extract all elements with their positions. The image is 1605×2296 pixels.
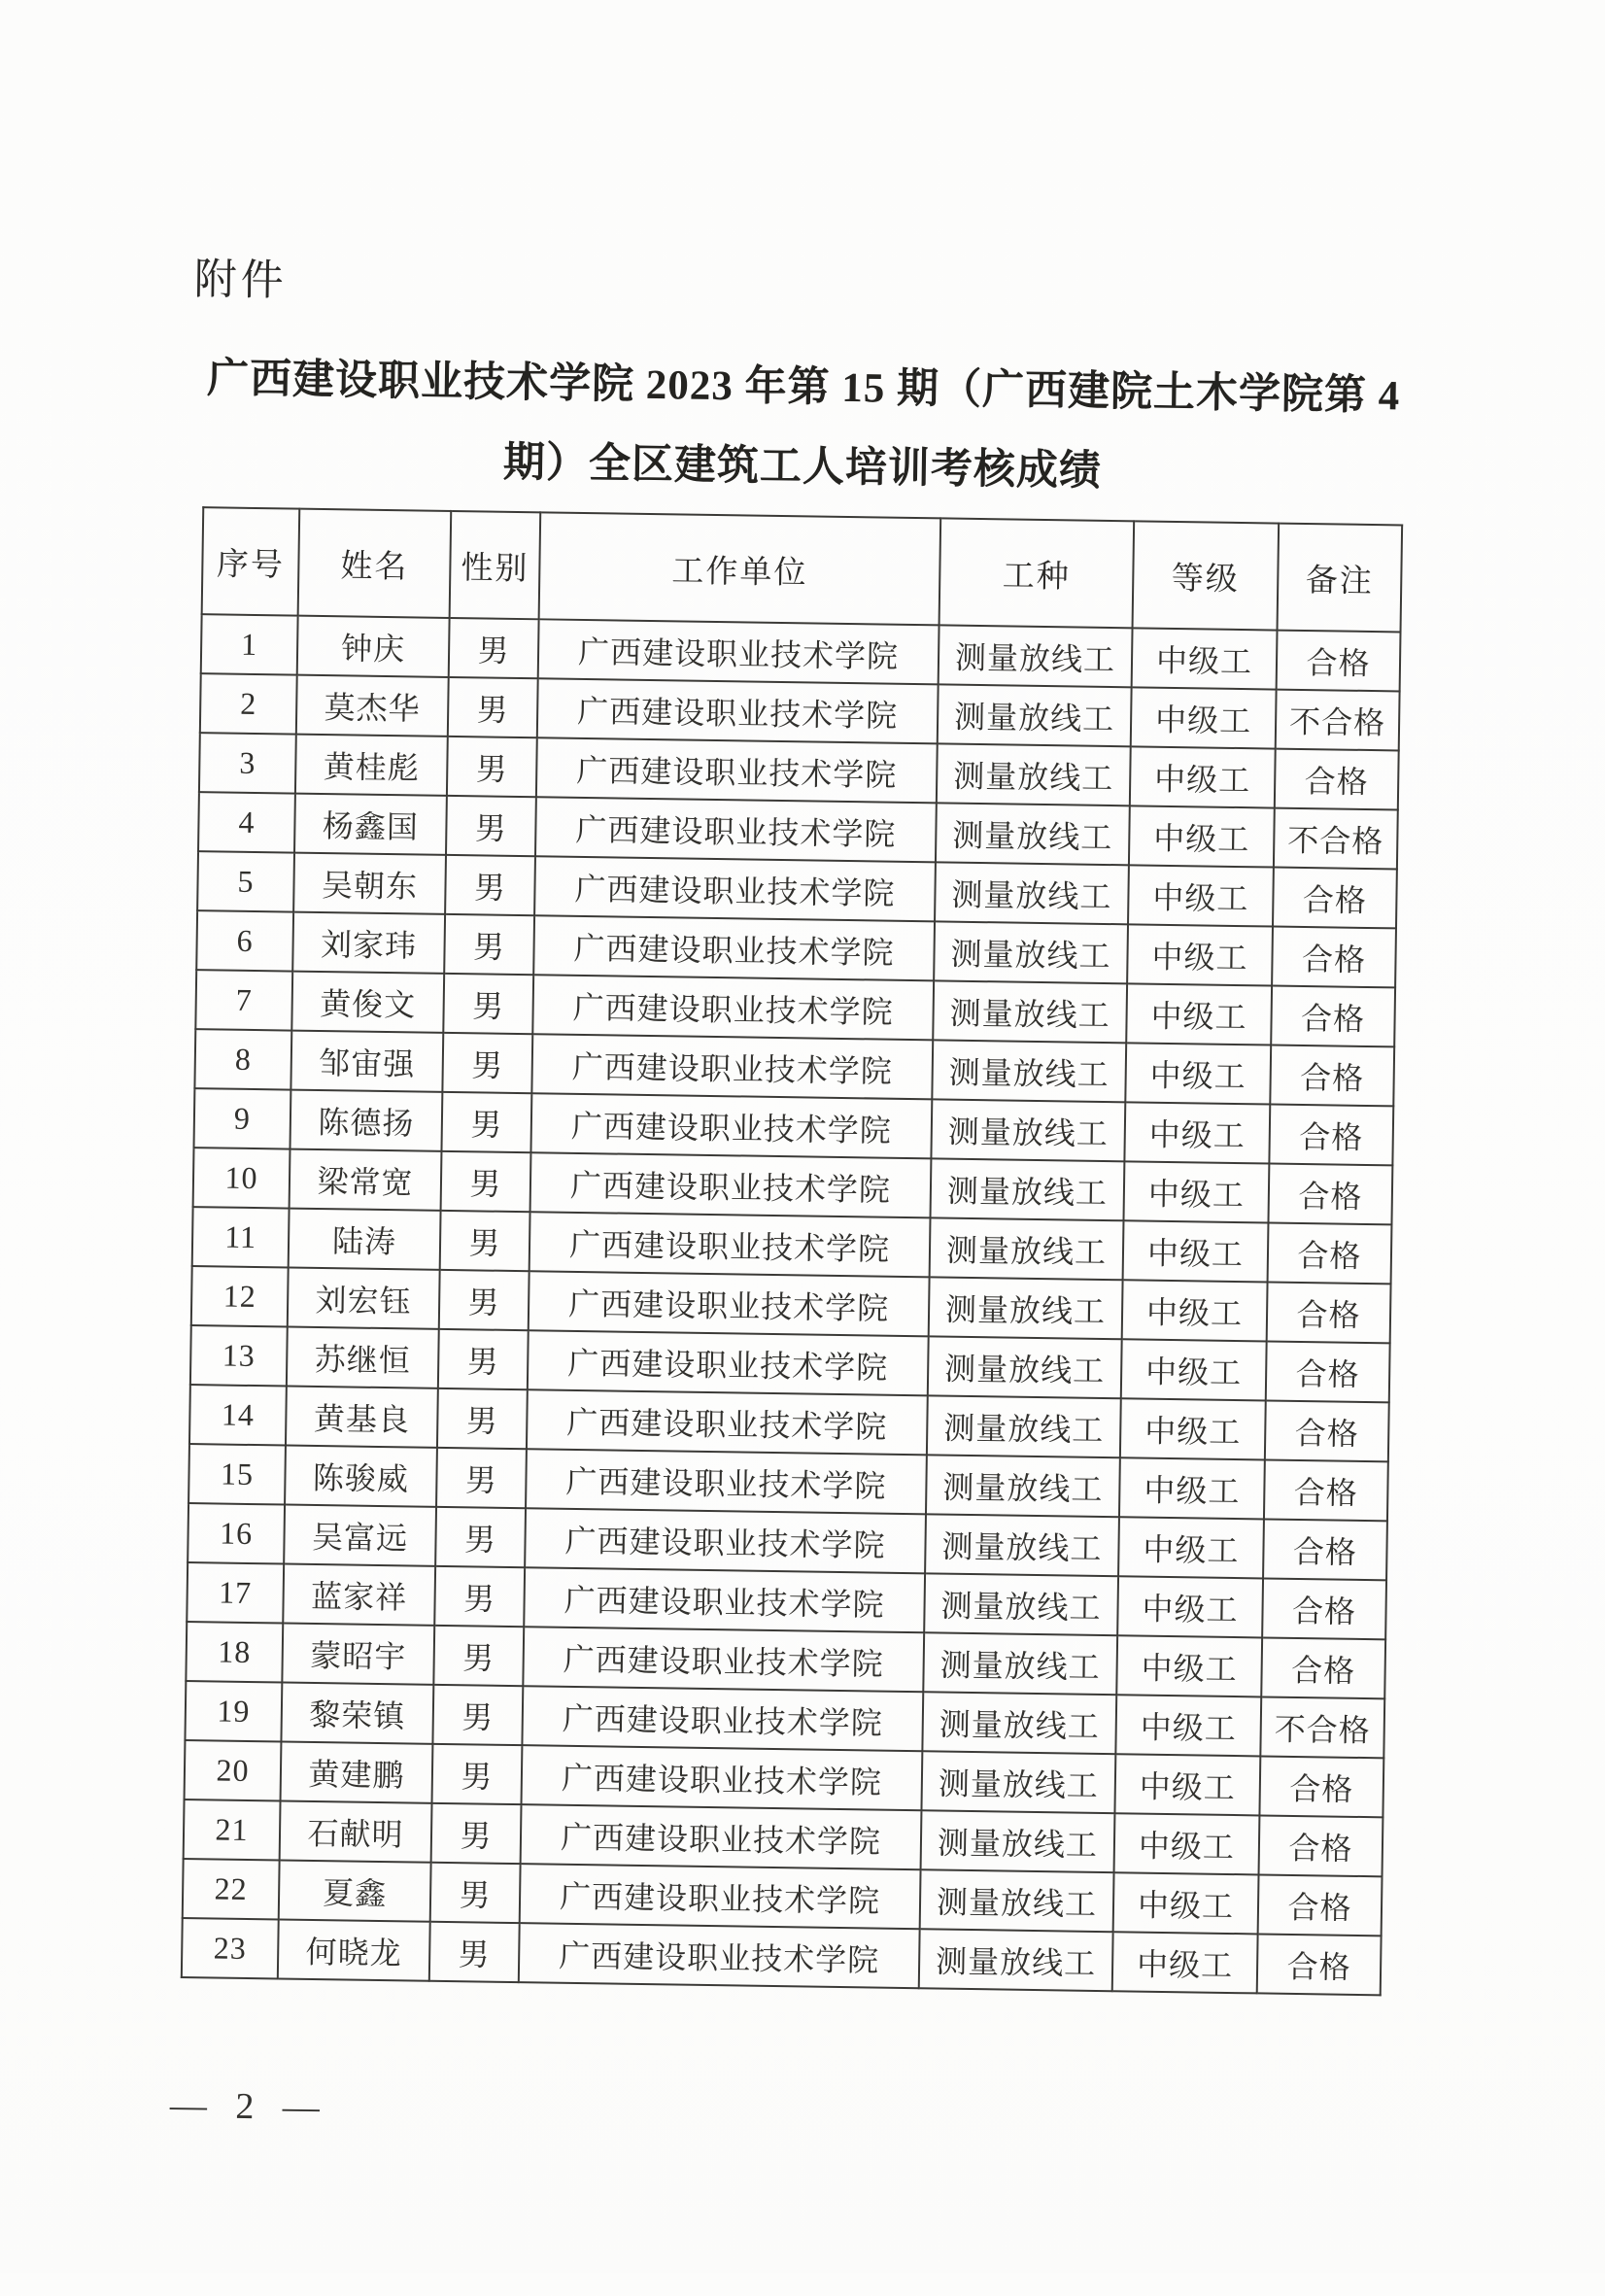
table-cell: 男 — [439, 1270, 529, 1330]
table-cell: 广西建设职业技术学院 — [529, 1271, 930, 1336]
attachment-label: 附件 — [193, 255, 289, 305]
table-cell: 合格 — [1270, 1045, 1394, 1107]
table-cell: 11 — [192, 1207, 290, 1267]
table-cell: 合格 — [1266, 1341, 1390, 1402]
table-cell: 杨鑫国 — [294, 794, 447, 855]
table-cell: 合格 — [1268, 1164, 1392, 1225]
table-cell: 陆涛 — [289, 1209, 441, 1270]
table-cell: 测量放线工 — [927, 1395, 1121, 1457]
table-cell: 中级工 — [1118, 1517, 1264, 1578]
table-cell: 蒙昭宇 — [282, 1624, 434, 1685]
table-cell: 广西建设职业技术学院 — [522, 1745, 923, 1810]
column-header: 备注 — [1278, 524, 1403, 633]
table-cell: 测量放线工 — [923, 1632, 1117, 1695]
table-cell: 合格 — [1273, 868, 1397, 929]
table-cell: 合格 — [1277, 631, 1401, 692]
table-cell: 5 — [197, 851, 294, 911]
table-cell: 吴朝东 — [293, 853, 446, 914]
results-table — [181, 506, 1403, 1996]
table-cell: 广西建设职业技术学院 — [535, 797, 937, 862]
page-number: — 2 — — [169, 2084, 330, 2129]
table-cell: 测量放线工 — [931, 1158, 1125, 1220]
table-cell: 黄建鹏 — [281, 1741, 433, 1802]
table-cell: 测量放线工 — [922, 1692, 1116, 1754]
table-cell: 中级工 — [1121, 1339, 1267, 1400]
table-cell: 蓝家祥 — [283, 1564, 435, 1626]
table-cell: 合格 — [1259, 1756, 1383, 1817]
table-cell: 陈德扬 — [290, 1090, 442, 1151]
table-cell: 合格 — [1271, 986, 1395, 1047]
table-cell: 广西建设职业技术学院 — [530, 1152, 932, 1217]
table-cell: 合格 — [1263, 1519, 1387, 1580]
table-cell: 中级工 — [1131, 687, 1277, 748]
table-cell: 合格 — [1267, 1282, 1391, 1343]
table-cell: 广西建设职业技术学院 — [521, 1804, 922, 1869]
table-cell: 中级工 — [1120, 1398, 1266, 1459]
table-cell: 21 — [184, 1799, 281, 1860]
table-cell: 中级工 — [1128, 865, 1274, 926]
table-body — [182, 614, 1401, 1995]
table-cell: 中级工 — [1125, 1043, 1271, 1104]
table-cell: 13 — [190, 1325, 288, 1386]
table-cell: 合格 — [1272, 927, 1396, 988]
table-cell: 中级工 — [1126, 983, 1272, 1045]
table-cell: 中级工 — [1113, 1872, 1259, 1934]
table-header-row — [202, 507, 1402, 632]
table-cell: 合格 — [1258, 1874, 1383, 1936]
table-cell: 男 — [440, 1211, 530, 1271]
table-cell: 男 — [432, 1685, 523, 1745]
table-cell: 中级工 — [1123, 1220, 1269, 1282]
table-cell: 男 — [446, 796, 536, 856]
table-cell: 广西建设职业技术学院 — [525, 1508, 926, 1573]
table-cell: 7 — [195, 970, 292, 1030]
table-cell: 中级工 — [1130, 746, 1276, 807]
table-cell: 广西建设职业技术学院 — [534, 856, 936, 921]
table-cell: 广西建设职业技术学院 — [522, 1686, 923, 1751]
table-cell: 何晓龙 — [278, 1919, 430, 1980]
table-cell: 测量放线工 — [924, 1573, 1118, 1635]
document-title-line-1: 广西建设职业技术学院 2023 年第 15 期（广西建院土木学院第 4 — [206, 356, 1401, 420]
table-cell: 男 — [435, 1507, 526, 1567]
table-cell: 黎荣镇 — [281, 1682, 433, 1743]
table-cell: 广西建设职业技术学院 — [537, 678, 939, 743]
table-cell: 夏鑫 — [279, 1860, 431, 1921]
table-cell: 测量放线工 — [925, 1514, 1119, 1576]
table-cell: 广西建设职业技术学院 — [524, 1567, 925, 1632]
table-cell: 测量放线工 — [921, 1810, 1115, 1872]
table-cell: 刘宏钰 — [288, 1268, 440, 1329]
table-cell: 6 — [196, 910, 293, 971]
table-cell: 3 — [199, 733, 296, 793]
table-cell: 中级工 — [1124, 1102, 1270, 1163]
table-cell: 广西建设职业技术学院 — [532, 975, 934, 1040]
table-cell: 吴富远 — [284, 1505, 436, 1566]
table-cell: 中级工 — [1122, 1280, 1268, 1341]
table-cell: 合格 — [1262, 1578, 1386, 1639]
table-cell: 23 — [182, 1918, 279, 1978]
table-cell: 17 — [187, 1562, 284, 1623]
table-cell: 1 — [201, 614, 298, 674]
table-cell: 男 — [447, 737, 537, 797]
table-cell: 测量放线工 — [938, 684, 1132, 746]
table-cell: 男 — [441, 1151, 531, 1212]
table-cell: 测量放线工 — [930, 1217, 1124, 1280]
table-cell: 中级工 — [1127, 924, 1273, 985]
table-cell: 测量放线工 — [931, 1099, 1125, 1161]
table-cell: 测量放线工 — [926, 1455, 1120, 1517]
table-cell: 合格 — [1261, 1637, 1385, 1698]
table-cell: 黄桂彪 — [295, 735, 448, 796]
table-cell: 10 — [193, 1148, 290, 1208]
table-cell: 合格 — [1259, 1815, 1383, 1876]
table-cell: 钟庆 — [297, 616, 450, 677]
table-cell: 测量放线工 — [933, 980, 1127, 1043]
table-cell: 广西建设职业技术学院 — [530, 1093, 932, 1158]
table-cell: 测量放线工 — [932, 1040, 1126, 1102]
table-cell: 苏继恒 — [287, 1327, 439, 1388]
column-header: 性别 — [450, 511, 541, 619]
table-cell: 中级工 — [1132, 628, 1278, 689]
table-cell: 9 — [194, 1088, 291, 1148]
table-cell: 测量放线工 — [935, 862, 1129, 924]
table-cell: 莫杰华 — [296, 675, 449, 737]
table-cell: 中级工 — [1119, 1457, 1265, 1519]
table-cell: 不合格 — [1276, 690, 1400, 751]
table-cell: 测量放线工 — [929, 1277, 1123, 1339]
table-cell: 陈骏威 — [285, 1446, 437, 1507]
table-cell: 广西建设职业技术学院 — [531, 1034, 933, 1099]
table-cell: 14 — [189, 1385, 287, 1445]
table-cell: 黄俊文 — [291, 972, 444, 1033]
table-cell: 男 — [436, 1448, 527, 1508]
column-header: 姓名 — [298, 509, 452, 618]
document-title-line-2: 期）全区建筑工人培训考核成绩 — [502, 439, 1103, 495]
column-header: 工种 — [939, 518, 1135, 628]
table-cell: 测量放线工 — [921, 1751, 1115, 1813]
table-cell: 测量放线工 — [936, 803, 1130, 865]
table-cell: 合格 — [1269, 1105, 1393, 1166]
table-cell: 测量放线工 — [928, 1336, 1122, 1398]
table-cell: 2 — [200, 673, 297, 734]
table-cell: 测量放线工 — [937, 743, 1131, 805]
table-cell: 石献明 — [280, 1800, 432, 1862]
table-cell: 15 — [188, 1444, 286, 1504]
table-cell: 广西建设职业技术学院 — [523, 1627, 924, 1692]
table-cell: 不合格 — [1274, 808, 1398, 870]
table-cell: 广西建设职业技术学院 — [533, 915, 935, 980]
table-cell: 不合格 — [1260, 1696, 1384, 1758]
column-header: 序号 — [202, 507, 300, 615]
table-cell: 8 — [194, 1029, 291, 1089]
table-cell: 刘家玮 — [292, 912, 445, 974]
table-cell: 男 — [449, 618, 539, 678]
table-cell: 中级工 — [1114, 1813, 1260, 1874]
table-cell: 广西建设职业技术学院 — [529, 1212, 931, 1277]
column-header: 等级 — [1133, 521, 1280, 630]
table-cell: 中级工 — [1129, 805, 1275, 867]
table-cell: 16 — [188, 1503, 285, 1563]
table-cell: 男 — [444, 914, 534, 975]
table-cell: 18 — [186, 1622, 283, 1682]
table-cell: 邹宙强 — [290, 1031, 443, 1092]
table-cell: 中级工 — [1114, 1754, 1260, 1815]
table-cell: 20 — [185, 1740, 282, 1800]
table-cell: 广西建设职业技术学院 — [520, 1864, 921, 1929]
column-header: 工作单位 — [539, 512, 941, 625]
table-cell: 男 — [445, 855, 535, 915]
table-cell: 男 — [430, 1863, 521, 1923]
table-cell: 男 — [433, 1626, 524, 1686]
table-cell: 男 — [443, 974, 533, 1034]
table-cell: 合格 — [1268, 1223, 1392, 1285]
table-cell: 广西建设职业技术学院 — [528, 1330, 929, 1395]
document-title — [202, 339, 1403, 516]
table-cell: 男 — [438, 1329, 529, 1389]
table-cell: 测量放线工 — [919, 1929, 1113, 1991]
table-cell: 男 — [429, 1922, 520, 1982]
table-cell: 广西建设职业技术学院 — [519, 1923, 920, 1988]
table-cell: 中级工 — [1115, 1695, 1261, 1756]
table-cell: 合格 — [1257, 1934, 1382, 1995]
table-cell: 4 — [198, 792, 295, 852]
table-cell: 男 — [434, 1566, 525, 1627]
table-cell: 合格 — [1264, 1459, 1388, 1521]
table-cell: 黄基良 — [286, 1387, 438, 1448]
table-cell: 合格 — [1275, 749, 1399, 810]
table-cell: 男 — [432, 1744, 523, 1804]
table-cell: 测量放线工 — [939, 625, 1133, 687]
table-cell: 男 — [448, 677, 538, 737]
table-cell: 中级工 — [1117, 1576, 1263, 1637]
table-cell: 广西建设职业技术学院 — [536, 737, 938, 803]
table-cell: 19 — [185, 1681, 282, 1741]
table-cell: 广西建设职业技术学院 — [526, 1449, 927, 1514]
table-cell: 男 — [441, 1092, 531, 1152]
table-cell: 男 — [437, 1388, 528, 1449]
table-cell: 梁常宽 — [290, 1149, 442, 1211]
table-cell: 广西建设职业技术学院 — [527, 1389, 928, 1455]
table-cell: 测量放线工 — [934, 921, 1128, 983]
table-cell: 中级工 — [1123, 1161, 1269, 1222]
table-cell: 广西建设职业技术学院 — [538, 619, 939, 684]
table-cell: 中级工 — [1112, 1932, 1258, 1993]
table-cell: 22 — [183, 1859, 280, 1919]
table-cell: 中级工 — [1116, 1635, 1262, 1696]
table-cell: 男 — [442, 1033, 532, 1093]
table-cell: 合格 — [1265, 1400, 1389, 1461]
table-cell: 男 — [431, 1803, 522, 1864]
table-cell: 测量放线工 — [920, 1869, 1114, 1932]
table-cell: 12 — [191, 1266, 289, 1326]
